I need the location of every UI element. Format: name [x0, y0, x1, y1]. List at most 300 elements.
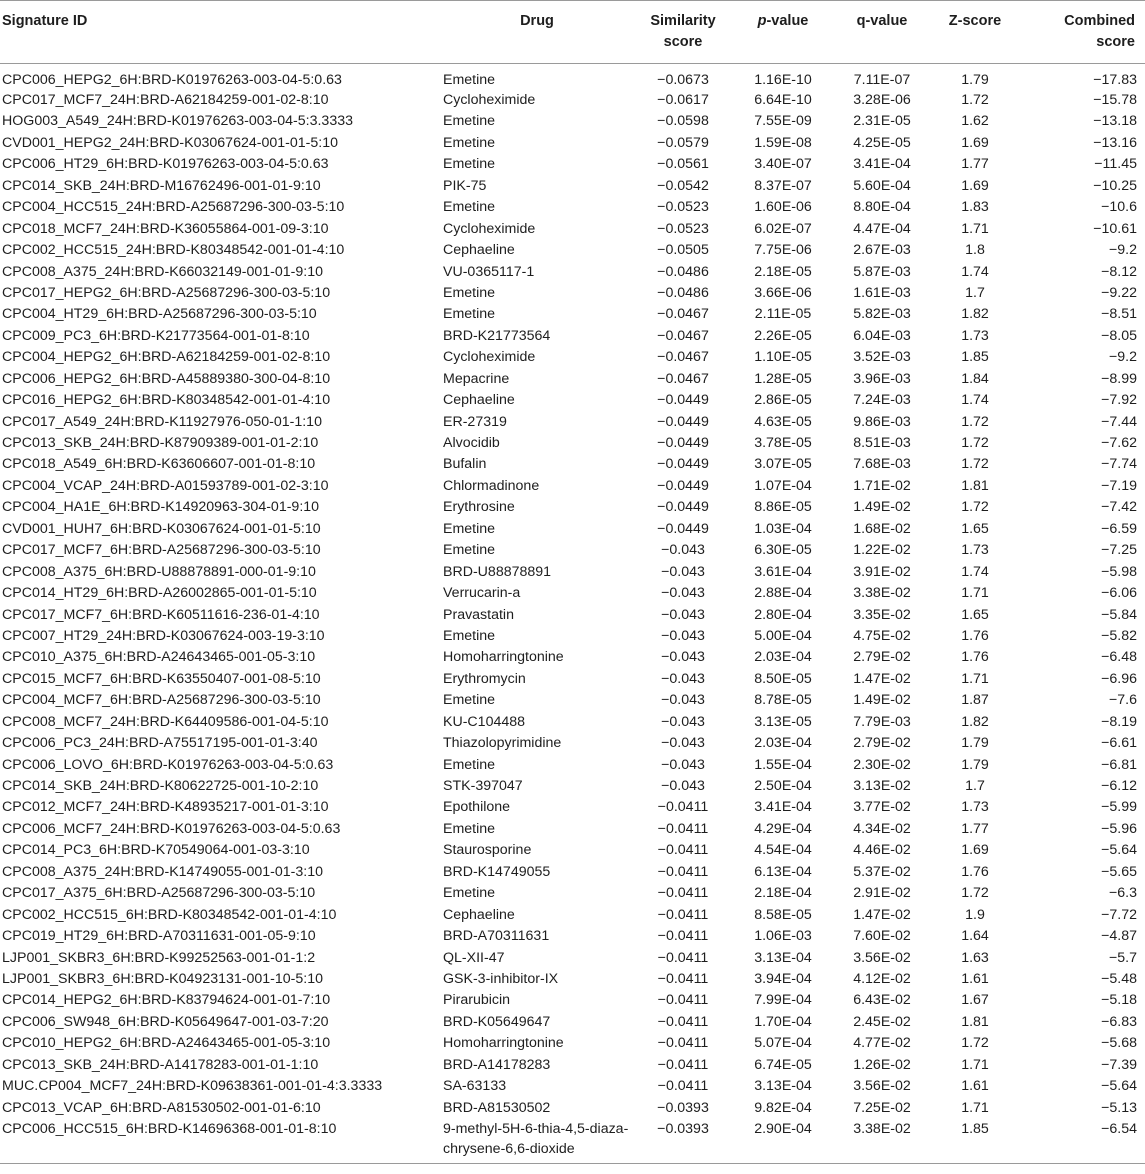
- cell-combined-score: −13.16: [1093, 134, 1137, 151]
- cell-signature-id: CVD001_HUH7_6H:BRD-K03067624-001-01-5:10: [2, 520, 321, 537]
- cell-z-score: 1.82: [961, 306, 989, 323]
- table-row: [0, 283, 1145, 304]
- cell-q-value: 2.91E-02: [853, 885, 911, 902]
- cell-drug: Emetine: [443, 306, 496, 323]
- cell-z-score: 1.71: [961, 1056, 989, 1073]
- cell-similarity-score: −0.0467: [657, 370, 709, 387]
- cell-q-value: 4.34E-02: [853, 820, 911, 837]
- cell-z-score: 1.65: [961, 606, 989, 623]
- cell-drug: Emetine: [443, 156, 496, 173]
- cell-p-value: 3.40E-07: [754, 156, 812, 173]
- cell-p-value: 8.86E-05: [754, 499, 812, 516]
- cell-combined-score: −10.6: [1101, 199, 1137, 216]
- cell-similarity-score: −0.043: [661, 713, 705, 730]
- cell-z-score: 1.83: [961, 199, 989, 216]
- cell-q-value: 7.25E-02: [853, 1099, 911, 1116]
- cell-similarity-score: −0.043: [661, 692, 705, 709]
- header-p-value-italic: p: [757, 13, 767, 29]
- cell-signature-id: CPC010_A375_6H:BRD-A24643465-001-05-3:10: [2, 649, 316, 666]
- cell-p-value: 3.13E-04: [754, 949, 812, 966]
- cell-z-score: 1.63: [961, 949, 989, 966]
- cell-z-score: 1.77: [961, 156, 989, 173]
- cell-similarity-score: −0.0449: [657, 456, 709, 473]
- table-row: [0, 454, 1145, 475]
- header-similarity-score: [633, 1, 733, 64]
- table-row: [0, 712, 1145, 733]
- cell-signature-id: CPC014_SKB_24H:BRD-M16762496-001-01-9:10: [2, 177, 321, 194]
- cell-signature-id: CPC013_SKB_24H:BRD-K87909389-001-01-2:10: [2, 435, 319, 451]
- table-row: [0, 133, 1145, 154]
- cell-drug: 9-methyl-5H-6-thia-4,5-diaza-chrysene-6,6-dioxide: [443, 1121, 629, 1157]
- cell-signature-id: CVD001_HEPG2_24H:BRD-K03067624-001-01-5:10: [2, 134, 338, 151]
- cell-z-score: 1.72: [961, 1035, 989, 1052]
- cell-p-value: 6.64E-10: [754, 92, 812, 108]
- cell-similarity-score: −0.0411: [657, 928, 709, 945]
- cell-drug: Verrucarin-a: [443, 585, 521, 602]
- cell-signature-id: CPC006_LOVO_6H:BRD-K01976263-003-04-5:0.63: [2, 756, 334, 773]
- cell-p-value: 3.41E-04: [754, 799, 812, 816]
- cell-combined-score: −5.64: [1101, 842, 1137, 859]
- cell-similarity-score: −0.0598: [657, 113, 709, 130]
- cell-p-value: 1.28E-05: [754, 370, 812, 387]
- cell-signature-id: CPC007_HT29_24H:BRD-K03067624-003-19-3:10: [2, 627, 325, 644]
- cell-p-value: 8.78E-05: [754, 692, 812, 709]
- cell-similarity-score: −0.0411: [657, 885, 709, 902]
- cell-drug: Erythromycin: [443, 670, 526, 687]
- table-row: [0, 1119, 1145, 1164]
- cell-drug: BRD-A70311631: [443, 928, 550, 945]
- cell-q-value: 5.60E-04: [853, 177, 911, 194]
- cell-z-score: 1.76: [961, 649, 989, 666]
- cell-similarity-score: −0.0523: [657, 220, 709, 237]
- table-row: [0, 883, 1145, 904]
- cell-q-value: 3.28E-06: [853, 92, 911, 108]
- cell-z-score: 1.71: [961, 1099, 989, 1116]
- cell-signature-id: CPC006_HEPG2_6H:BRD-A45889380-300-04-8:10: [2, 370, 331, 387]
- cell-similarity-score: −0.0579: [657, 134, 709, 151]
- table-row: [0, 412, 1145, 433]
- cell-z-score: 1.61: [961, 970, 989, 987]
- cell-signature-id: CPC006_HT29_6H:BRD-K01976263-003-04-5:0.63: [2, 156, 329, 173]
- cell-combined-score: −6.61: [1101, 735, 1137, 752]
- cell-drug: VU-0365117-1: [443, 263, 535, 280]
- cell-signature-id: CPC008_A375_6H:BRD-U88878891-000-01-9:10: [2, 563, 316, 580]
- cell-combined-score: −6.96: [1101, 670, 1137, 687]
- table-row: [0, 519, 1145, 540]
- cell-p-value: 3.94E-04: [754, 970, 812, 987]
- cell-combined-score: −10.25: [1093, 177, 1137, 194]
- cell-p-value: 3.61E-04: [754, 563, 812, 580]
- cell-z-score: 1.7: [965, 778, 985, 794]
- cell-q-value: 2.79E-02: [853, 649, 911, 666]
- cell-combined-score: −8.19: [1101, 713, 1137, 730]
- table-row: [0, 605, 1145, 626]
- cell-drug: Alvocidib: [443, 435, 500, 451]
- cell-combined-score: −6.06: [1101, 585, 1137, 602]
- cell-signature-id: CPC004_HCC515_24H:BRD-A25687296-300-03-5:10: [2, 199, 345, 216]
- cell-similarity-score: −0.0486: [657, 284, 709, 301]
- cell-combined-score: −17.83: [1093, 72, 1137, 88]
- cell-combined-score: −13.18: [1093, 113, 1137, 130]
- cell-combined-score: −6.59: [1101, 520, 1137, 537]
- cell-z-score: 1.67: [961, 992, 989, 1009]
- cell-p-value: 3.78E-05: [754, 435, 812, 451]
- cell-signature-id: CPC014_HEPG2_6H:BRD-K83794624-001-01-7:10: [2, 992, 331, 1009]
- table-row: [0, 755, 1145, 776]
- cell-drug: Emetine: [443, 134, 496, 151]
- cell-p-value: 1.06E-03: [754, 928, 812, 945]
- cell-p-value: 4.54E-04: [754, 842, 812, 859]
- cell-signature-id: CPC012_MCF7_24H:BRD-K48935217-001-01-3:10: [2, 799, 329, 816]
- header-p-value: [733, 1, 833, 64]
- cell-signature-id: CPC019_HT29_6H:BRD-A70311631-001-05-9:10: [2, 928, 316, 945]
- cell-q-value: 7.68E-03: [853, 456, 911, 473]
- cell-z-score: 1.82: [961, 713, 989, 730]
- cell-combined-score: −11.45: [1094, 156, 1137, 173]
- cell-drug: QL-XII-47: [443, 949, 505, 966]
- cell-combined-score: −6.12: [1101, 778, 1137, 794]
- cell-combined-score: −9.2: [1108, 349, 1137, 366]
- header-q-value: q-value: [856, 13, 908, 29]
- cell-q-value: 6.43E-02: [853, 992, 911, 1009]
- cell-z-score: 1.72: [961, 435, 989, 451]
- cell-q-value: 4.75E-02: [853, 627, 911, 644]
- cell-signature-id: CPC006_HEPG2_6H:BRD-K01976263-003-04-5:0.63: [2, 72, 342, 88]
- cell-q-value: 3.91E-02: [853, 563, 911, 580]
- cell-q-value: 1.71E-02: [853, 477, 911, 494]
- cell-combined-score: −6.83: [1101, 1013, 1137, 1030]
- table-row: [0, 926, 1145, 947]
- cell-z-score: 1.74: [961, 392, 989, 409]
- cell-drug: GSK-3-inhibitor-IX: [443, 970, 559, 987]
- cell-z-score: 1.73: [961, 542, 989, 559]
- cell-drug: Chlormadinone: [443, 477, 540, 494]
- cell-combined-score: −5.99: [1101, 799, 1137, 816]
- table-header: [0, 1, 1145, 64]
- cell-p-value: 7.55E-09: [754, 113, 812, 130]
- table-row: [0, 90, 1145, 111]
- cell-q-value: 3.56E-02: [853, 949, 911, 966]
- cell-z-score: 1.72: [961, 499, 989, 516]
- table-row: [0, 819, 1145, 840]
- cell-signature-id: CPC008_A375_24H:BRD-K66032149-001-01-9:10: [2, 263, 324, 280]
- cell-drug: SA-63133: [443, 1078, 507, 1095]
- cell-z-score: 1.77: [961, 820, 989, 837]
- table-row: [0, 111, 1145, 132]
- cell-signature-id: CPC002_HCC515_6H:BRD-K80348542-001-01-4:10: [2, 906, 337, 923]
- table-row: [0, 497, 1145, 518]
- cell-combined-score: −5.64: [1101, 1078, 1137, 1095]
- table-row: [0, 1076, 1145, 1097]
- cell-combined-score: −7.19: [1101, 477, 1137, 494]
- table-row: [0, 797, 1145, 818]
- cell-similarity-score: −0.043: [661, 735, 705, 752]
- cell-p-value: 8.58E-05: [754, 906, 812, 923]
- cell-combined-score: −5.18: [1101, 992, 1137, 1009]
- cell-signature-id: CPC006_PC3_24H:BRD-A75517195-001-01-3:40: [2, 735, 318, 752]
- cell-p-value: 1.07E-04: [754, 477, 812, 494]
- table-row: [0, 1012, 1145, 1033]
- cell-z-score: 1.72: [961, 885, 989, 902]
- cell-combined-score: −7.62: [1101, 435, 1137, 451]
- header-row: [0, 1, 1145, 64]
- cell-similarity-score: −0.043: [661, 606, 705, 623]
- cell-signature-id: CPC004_HEPG2_6H:BRD-A62184259-001-02-8:10: [2, 349, 331, 366]
- table-row: [0, 154, 1145, 175]
- cell-signature-id: CPC004_VCAP_24H:BRD-A01593789-001-02-3:10: [2, 477, 329, 494]
- cell-z-score: 1.69: [961, 842, 989, 859]
- cell-drug: Emetine: [443, 756, 496, 773]
- cell-similarity-score: −0.0411: [657, 949, 709, 966]
- cell-similarity-score: −0.043: [661, 670, 705, 687]
- table-row: [0, 990, 1145, 1011]
- cell-q-value: 2.31E-05: [853, 113, 911, 130]
- cell-combined-score: −5.82: [1101, 627, 1137, 644]
- cell-q-value: 7.60E-02: [853, 928, 911, 945]
- header-combined-line1: Combined: [1064, 13, 1135, 29]
- cell-p-value: 4.63E-05: [754, 413, 812, 430]
- cell-q-value: 8.80E-04: [853, 199, 911, 216]
- cell-drug: Pirarubicin: [443, 992, 511, 1009]
- cell-p-value: 2.18E-04: [754, 885, 812, 902]
- cell-similarity-score: −0.0449: [657, 435, 709, 451]
- cell-p-value: 2.11E-05: [754, 306, 812, 323]
- cell-q-value: 1.49E-02: [853, 499, 911, 516]
- cell-signature-id: CPC015_MCF7_6H:BRD-K63550407-001-08-5:10: [2, 670, 321, 687]
- cell-similarity-score: −0.043: [661, 649, 705, 666]
- cell-signature-id: CPC006_MCF7_24H:BRD-K01976263-003-04-5:0.63: [2, 820, 341, 837]
- cell-drug: Homoharringtonine: [443, 1035, 564, 1052]
- cell-p-value: 6.13E-04: [754, 863, 812, 880]
- cell-z-score: 1.79: [961, 735, 989, 752]
- cell-drug: BRD-K05649647: [443, 1013, 551, 1030]
- cell-combined-score: −5.13: [1101, 1099, 1137, 1116]
- header-drug: Drug: [520, 13, 554, 29]
- cell-z-score: 1.87: [961, 692, 989, 709]
- cell-z-score: 1.76: [961, 627, 989, 644]
- cell-z-score: 1.71: [961, 585, 989, 602]
- cell-similarity-score: −0.0449: [657, 477, 709, 494]
- cell-signature-id: CPC008_A375_24H:BRD-K14749055-001-01-3:10: [2, 863, 324, 880]
- table-row: [0, 347, 1145, 368]
- cell-q-value: 7.11E-07: [853, 72, 911, 88]
- cell-combined-score: −5.84: [1101, 606, 1137, 623]
- cell-drug: Emetine: [443, 284, 496, 301]
- cell-combined-score: −15.78: [1093, 92, 1137, 108]
- cell-z-score: 1.85: [961, 1121, 989, 1137]
- cell-p-value: 2.86E-05: [754, 392, 812, 409]
- cell-p-value: 1.59E-08: [754, 134, 812, 151]
- cell-drug: Emetine: [443, 520, 496, 537]
- cell-combined-score: −9.2: [1108, 242, 1137, 259]
- cell-signature-id: CPC017_HEPG2_6H:BRD-A25687296-300-03-5:10: [2, 284, 331, 301]
- cell-similarity-score: −0.0411: [657, 1013, 709, 1030]
- table-row: [0, 626, 1145, 647]
- table-row: [0, 176, 1145, 197]
- cell-p-value: 7.75E-06: [754, 242, 812, 259]
- cell-similarity-score: −0.0393: [657, 1121, 709, 1137]
- cell-q-value: 1.68E-02: [853, 520, 911, 537]
- cell-drug: Homoharringtonine: [443, 649, 564, 666]
- cell-drug: BRD-K21773564: [443, 327, 551, 344]
- cell-signature-id: CPC010_HEPG2_6H:BRD-A24643465-001-05-3:10: [2, 1035, 331, 1052]
- cell-p-value: 8.37E-07: [754, 177, 812, 194]
- table-row: [0, 840, 1145, 861]
- cell-q-value: 9.86E-03: [853, 413, 911, 430]
- cell-similarity-score: −0.0411: [657, 842, 709, 859]
- cell-z-score: 1.84: [961, 370, 989, 387]
- cell-drug: Cephaeline: [443, 906, 515, 923]
- table-row: [0, 262, 1145, 283]
- cell-drug: Emetine: [443, 72, 496, 88]
- cell-q-value: 1.61E-03: [853, 284, 911, 301]
- cell-drug: BRD-A81530502: [443, 1099, 551, 1116]
- cell-drug: Emetine: [443, 627, 496, 644]
- table-row: [0, 64, 1145, 91]
- cell-drug: BRD-A14178283: [443, 1056, 551, 1073]
- header-combined-line2: score: [1096, 34, 1135, 50]
- cell-signature-id: CPC004_MCF7_6H:BRD-A25687296-300-03-5:10: [2, 692, 321, 709]
- table-row: [0, 476, 1145, 497]
- cell-combined-score: −10.61: [1093, 220, 1137, 237]
- cell-z-score: 1.81: [961, 1013, 989, 1030]
- cell-drug: Cycloheximide: [443, 349, 536, 366]
- cell-z-score: 1.79: [961, 72, 989, 88]
- cell-similarity-score: −0.0505: [657, 242, 709, 259]
- cell-signature-id: LJP001_SKBR3_6H:BRD-K99252563-001-01-1:2: [2, 949, 316, 966]
- cell-p-value: 5.07E-04: [754, 1035, 812, 1052]
- cell-drug: Mepacrine: [443, 370, 510, 387]
- cell-signature-id: CPC006_SW948_6H:BRD-K05649647-001-03-7:20: [2, 1013, 329, 1030]
- cell-z-score: 1.9: [965, 906, 985, 923]
- cell-signature-id: CPC006_HCC515_6H:BRD-K14696368-001-01-8:10: [2, 1121, 337, 1137]
- table-row: [0, 1033, 1145, 1054]
- cell-p-value: 1.10E-05: [754, 349, 812, 366]
- table-row: [0, 1098, 1145, 1119]
- cell-combined-score: −7.74: [1101, 456, 1137, 473]
- cell-signature-id: CPC004_HT29_6H:BRD-A25687296-300-03-5:10: [2, 306, 317, 323]
- cell-similarity-score: −0.0486: [657, 263, 709, 280]
- table-row: [0, 240, 1145, 261]
- header-similarity-line2: score: [663, 34, 703, 50]
- cell-p-value: 8.50E-05: [754, 670, 812, 687]
- cell-signature-id: CPC017_A375_6H:BRD-A25687296-300-03-5:10: [2, 885, 316, 902]
- cell-combined-score: −6.54: [1101, 1121, 1137, 1137]
- cell-signature-id: CPC014_SKB_24H:BRD-K80622725-001-10-2:10: [2, 778, 319, 794]
- cell-similarity-score: −0.0411: [657, 1056, 709, 1073]
- table-row: [0, 433, 1145, 454]
- table-row: [0, 369, 1145, 390]
- cell-drug: Erythrosine: [443, 499, 515, 516]
- table-row: [0, 326, 1145, 347]
- cell-p-value: 1.70E-04: [754, 1013, 812, 1030]
- cell-signature-id: HOG003_A549_24H:BRD-K01976263-003-04-5:3.3333: [2, 113, 353, 130]
- cell-drug: Emetine: [443, 113, 496, 130]
- cell-combined-score: −8.05: [1101, 327, 1137, 344]
- cell-signature-id: CPC013_SKB_24H:BRD-A14178283-001-01-1:10: [2, 1056, 319, 1073]
- cell-similarity-score: −0.0411: [657, 863, 709, 880]
- cell-signature-id: CPC014_HT29_6H:BRD-A26002865-001-01-5:10: [2, 585, 317, 602]
- cell-drug: Emetine: [443, 885, 496, 902]
- table-row: [0, 905, 1145, 926]
- cell-p-value: 6.30E-05: [754, 542, 812, 559]
- cell-signature-id: CPC016_HEPG2_6H:BRD-K80348542-001-01-4:10: [2, 392, 331, 409]
- cell-similarity-score: −0.043: [661, 563, 705, 580]
- cell-signature-id: MUC.CP004_MCF7_24H:BRD-K09638361-001-01-4:3.3333: [2, 1078, 383, 1095]
- table-row: [0, 690, 1145, 711]
- cell-p-value: 1.03E-04: [754, 520, 812, 537]
- table-row: [0, 969, 1145, 990]
- cell-q-value: 7.24E-03: [853, 392, 911, 409]
- cell-drug: Staurosporine: [443, 842, 532, 859]
- cell-q-value: 4.47E-04: [853, 220, 911, 237]
- cell-p-value: 1.60E-06: [754, 199, 812, 216]
- cell-q-value: 4.46E-02: [853, 842, 911, 859]
- cell-similarity-score: −0.0467: [657, 349, 709, 366]
- cell-drug: Bufalin: [443, 456, 487, 473]
- cell-q-value: 3.96E-03: [853, 370, 911, 387]
- cell-combined-score: −9.22: [1101, 284, 1137, 301]
- cell-combined-score: −5.48: [1101, 970, 1137, 987]
- cell-z-score: 1.85: [961, 349, 989, 366]
- cell-combined-score: −6.3: [1108, 885, 1137, 902]
- cell-drug: Thiazolopyrimidine: [443, 735, 562, 752]
- cell-drug: Emetine: [443, 199, 496, 216]
- cell-signature-id: CPC002_HCC515_24H:BRD-K80348542-001-01-4:10: [2, 242, 345, 259]
- cell-similarity-score: −0.043: [661, 778, 705, 794]
- cell-combined-score: −8.51: [1101, 306, 1137, 323]
- cell-similarity-score: −0.043: [661, 756, 705, 773]
- cell-similarity-score: −0.0393: [657, 1099, 709, 1116]
- table-row: [0, 669, 1145, 690]
- cell-signature-id: LJP001_SKBR3_6H:BRD-K04923131-001-10-5:10: [2, 970, 324, 987]
- table-row: [0, 948, 1145, 969]
- cell-q-value: 4.12E-02: [853, 970, 911, 987]
- header-similarity-line1: Similarity: [650, 13, 716, 29]
- cell-signature-id: CPC017_A549_24H:BRD-K11927976-050-01-1:10: [2, 413, 322, 430]
- cell-drug: Cephaeline: [443, 242, 515, 259]
- cell-q-value: 3.52E-03: [853, 349, 911, 366]
- cell-p-value: 1.16E-10: [754, 72, 812, 88]
- cell-combined-score: −6.81: [1101, 756, 1137, 773]
- cell-combined-score: −4.87: [1101, 928, 1137, 945]
- cell-z-score: 1.73: [961, 799, 989, 816]
- cell-drug: BRD-U88878891: [443, 563, 552, 580]
- cell-z-score: 1.72: [961, 413, 989, 430]
- cell-p-value: 3.13E-05: [754, 713, 812, 730]
- cell-similarity-score: −0.0449: [657, 413, 709, 430]
- cell-combined-score: −5.7: [1108, 949, 1137, 966]
- cell-similarity-score: −0.043: [661, 585, 705, 602]
- cell-p-value: 2.18E-05: [754, 263, 812, 280]
- cell-q-value: 3.38E-02: [853, 1121, 911, 1137]
- cell-signature-id: CPC004_HA1E_6H:BRD-K14920963-304-01-9:10: [2, 499, 320, 516]
- cell-combined-score: −7.92: [1101, 392, 1137, 409]
- cell-q-value: 1.49E-02: [853, 692, 911, 709]
- cell-p-value: 6.74E-05: [754, 1056, 812, 1073]
- cell-q-value: 3.13E-02: [853, 778, 911, 794]
- header-p-value-rest: -value: [766, 13, 809, 29]
- cell-similarity-score: −0.0467: [657, 327, 709, 344]
- cell-drug: Pravastatin: [443, 606, 514, 623]
- cell-similarity-score: −0.0411: [657, 820, 709, 837]
- cell-similarity-score: −0.0411: [657, 799, 709, 816]
- cell-q-value: 2.79E-02: [853, 735, 911, 752]
- table-row: [0, 390, 1145, 411]
- cell-p-value: 5.00E-04: [754, 627, 812, 644]
- cell-p-value: 3.07E-05: [754, 456, 812, 473]
- table-row: [0, 1055, 1145, 1076]
